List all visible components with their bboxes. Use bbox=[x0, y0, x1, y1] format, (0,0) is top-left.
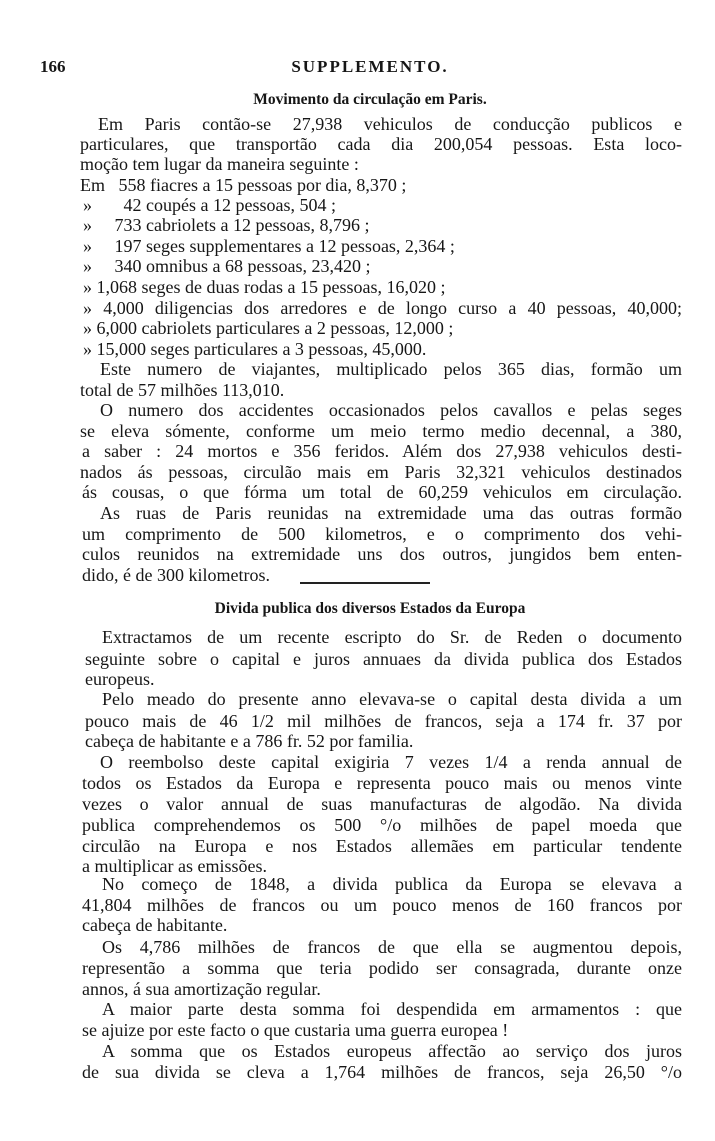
text-line: nados ás pessoas, circulão mais em Paris 32,321 vehiculos destinados bbox=[80, 462, 682, 482]
text-line: A somma que os Estados europeus affectão ao serviço dos juros bbox=[102, 1041, 682, 1061]
text-line: circulão na Europa e nos Estados allemães em particular tendente bbox=[82, 836, 682, 856]
text-line: ás cousas, o que fórma um total de 60,259 vehiculos em circulação. bbox=[82, 482, 682, 502]
text-line: » 733 cabriolets a 12 pessoas, 8,796 ; bbox=[83, 215, 370, 235]
text-line: vezes o valor annual de suas manufacturas de algodão. Na divida bbox=[82, 794, 682, 814]
text-line: A maior parte desta somma foi despendida em armamentos : que bbox=[102, 999, 682, 1019]
text-line: O numero dos accidentes occasionados pelos cavallos e pelas seges bbox=[100, 400, 682, 420]
text-line: europeus. bbox=[85, 669, 155, 689]
text-line: » 15,000 seges particulares a 3 pessoas, 45,000. bbox=[83, 339, 427, 359]
section-heading-public-debt: Divida publica dos diversos Estados da Europa bbox=[214, 600, 526, 617]
text-line: Pelo meado do presente anno elevava-se o capital desta divida a um bbox=[102, 689, 682, 709]
section-divider bbox=[300, 582, 430, 584]
text-line: a saber : 24 mortos e 356 feridos. Além dos 27,938 vehiculos desti- bbox=[82, 441, 682, 461]
text-line: todos os Estados da Europa e representa pouco mais ou menos vinte bbox=[82, 773, 682, 793]
text-line: representão a somma que teria podido ser consagrada, durante onze bbox=[82, 958, 682, 978]
text-line: 41,804 milhões de francos ou um pouco menos de 160 francos por bbox=[82, 895, 682, 915]
text-line: se ajuize por este facto o que custaria uma guerra europea ! bbox=[82, 1020, 509, 1040]
text-line: culos reunidos na extremidade uns dos outros, jungidos bem enten- bbox=[82, 544, 682, 564]
text-line: » 42 coupés a 12 pessoas, 504 ; bbox=[83, 195, 336, 215]
text-line: cabeça de habitante e a 786 fr. 52 por familia. bbox=[85, 731, 414, 751]
text-line: particulares, que transportão cada dia 200,054 pessoas. Esta loco- bbox=[80, 134, 682, 154]
text-line: pouco mais de 46 1/2 mil milhões de francos, seja a 174 fr. 37 por bbox=[85, 711, 682, 731]
text-line: Em 558 fiacres a 15 pessoas por dia, 8,370 ; bbox=[80, 175, 407, 195]
text-line: » 6,000 cabriolets particulares a 2 pessoas, 12,000 ; bbox=[83, 318, 454, 338]
text-line: » 4,000 diligencias dos arredores e de longo curso a 40 pessoas, 40,000; bbox=[83, 298, 682, 318]
text-line: » 1,068 seges de duas rodas a 15 pessoas, 16,020 ; bbox=[83, 277, 446, 297]
text-line: cabeça de habitante. bbox=[82, 915, 228, 935]
text-line: se eleva sómente, conforme um meio termo medio decennal, a 380, bbox=[80, 421, 682, 441]
text-line: Este numero de viajantes, multiplicado pelos 365 dias, formão um bbox=[100, 359, 682, 379]
text-line: » 197 seges supplementares a 12 pessoas, 2,364 ; bbox=[83, 236, 455, 256]
text-line: moção tem lugar da maneira seguinte : bbox=[80, 154, 359, 174]
page-number: 166 bbox=[40, 57, 66, 76]
text-line: um comprimento de 500 kilometros, e o comprimento dos vehi- bbox=[82, 524, 682, 544]
section-heading-paris-circulation: Movimento da circulação em Paris. bbox=[253, 91, 487, 108]
text-line: publica comprehendemos os 500 °/o milhões de papel moeda que bbox=[82, 815, 682, 835]
text-line: Em Paris contão-se 27,938 vehiculos de conducção publicos e bbox=[98, 114, 682, 134]
text-line: As ruas de Paris reunidas na extremidade uma das outras formão bbox=[100, 503, 682, 523]
text-line: O reembolso deste capital exigiria 7 vezes 1/4 a renda annual de bbox=[100, 752, 682, 772]
text-line: a multiplicar as emissões. bbox=[82, 856, 267, 876]
text-line: seguinte sobre o capital e juros annuaes da divida publica dos Estados bbox=[85, 649, 682, 669]
text-line: Extractamos de um recente escripto do Sr. de Reden o documento bbox=[102, 627, 682, 647]
text-line: annos, á sua amortização regular. bbox=[82, 979, 321, 999]
text-line: Os 4,786 milhões de francos de que ella se augmentou depois, bbox=[102, 937, 682, 957]
text-line: » 340 omnibus a 68 pessoas, 23,420 ; bbox=[83, 256, 371, 276]
text-line: dido, é de 300 kilometros. bbox=[82, 565, 270, 585]
text-line: No começo de 1848, a divida publica da Europa se elevava a bbox=[102, 874, 682, 894]
running-title: SUPPLEMENTO. bbox=[291, 57, 449, 76]
text-line: total de 57 milhões 113,010. bbox=[80, 380, 285, 400]
text-line: de sua divida se cleva a 1,764 milhões de francos, seja 26,50 °/o bbox=[82, 1062, 682, 1082]
